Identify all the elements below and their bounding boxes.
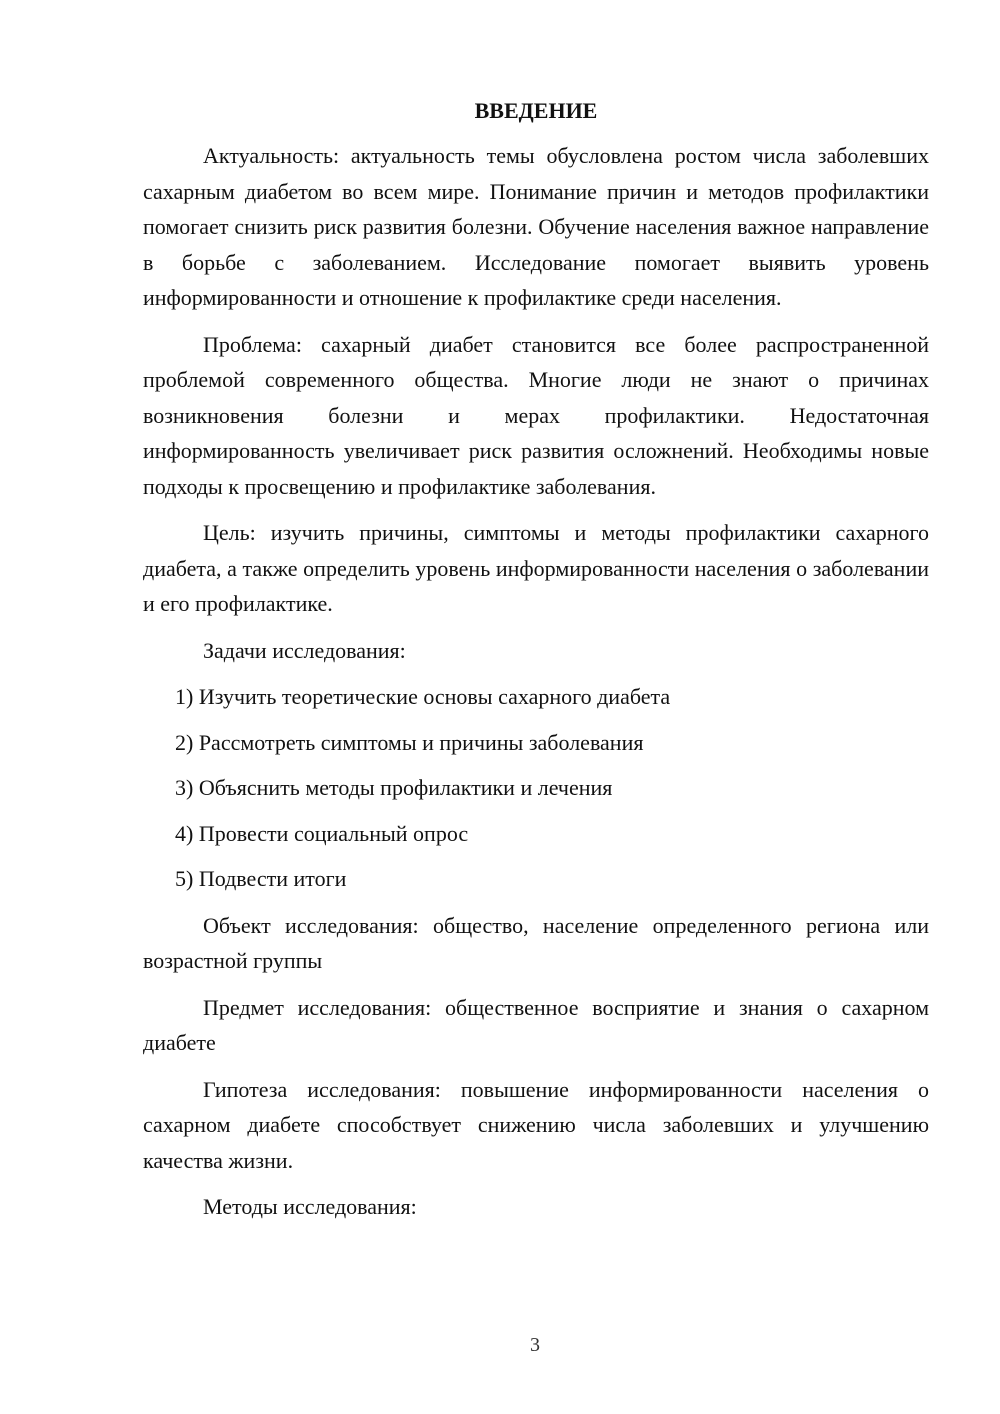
methods-title: Методы исследования: bbox=[203, 1194, 417, 1219]
tasks-title: Задачи исследования: bbox=[203, 637, 406, 663]
list-item: 2) Рассмотреть симптомы и причины заболевания bbox=[175, 729, 644, 755]
paragraph-hypothesis: Гипотеза исследования: повышение информированности населения о сахарном диабете способствует снижению числа заболевших и улучшению качества жизни. bbox=[143, 1076, 929, 1173]
paragraph-object: Объект исследования: общество, население определенного региона или возрастной группы bbox=[143, 912, 929, 973]
tasks-list bbox=[143, 679, 929, 897]
paragraph-problem: Проблема: сахарный диабет становится все более распространенной проблемой современного общества. Многие люди не знают о причинах возникновения болезни и мерах профилактики. Недостаточная информированность увеличивает риск развития осложнений. Необходимы новые подходы к просвещению и профилактике заболевания. bbox=[143, 331, 929, 499]
paragraph-goal: Цель: изучить причины, симптомы и методы профилактики сахарного диабета, а также определить уровень информированности населения о заболевании и его профилактике. bbox=[143, 520, 929, 616]
list-item: 5) Подвести итоги bbox=[175, 866, 347, 891]
list-item: 3) Объяснить методы профилактики и лечения bbox=[175, 775, 613, 800]
section-heading: ВВЕДЕНИЕ bbox=[474, 98, 598, 123]
document-page bbox=[143, 94, 929, 1236]
paragraph-relevance: Актуальность: актуальность темы обусловлена ростом числа заболевших сахарным диабетом во всем мире. Понимание причин и методов профилактики помогает снизить риск развития болезни. Обучение населения важное направление в борьбе с заболеванием. Исследование помогает выявить уровень информированности и отношение к профилактике среди населения. bbox=[143, 143, 929, 310]
paragraph-subject: Предмет исследования: общественное восприятие и знания о сахарном диабете bbox=[143, 994, 929, 1055]
page-number: 3 bbox=[530, 1334, 540, 1356]
list-item: 4) Провести социальный опрос bbox=[175, 820, 469, 846]
list-item: 1) Изучить теоретические основы сахарного диабета bbox=[175, 684, 671, 709]
